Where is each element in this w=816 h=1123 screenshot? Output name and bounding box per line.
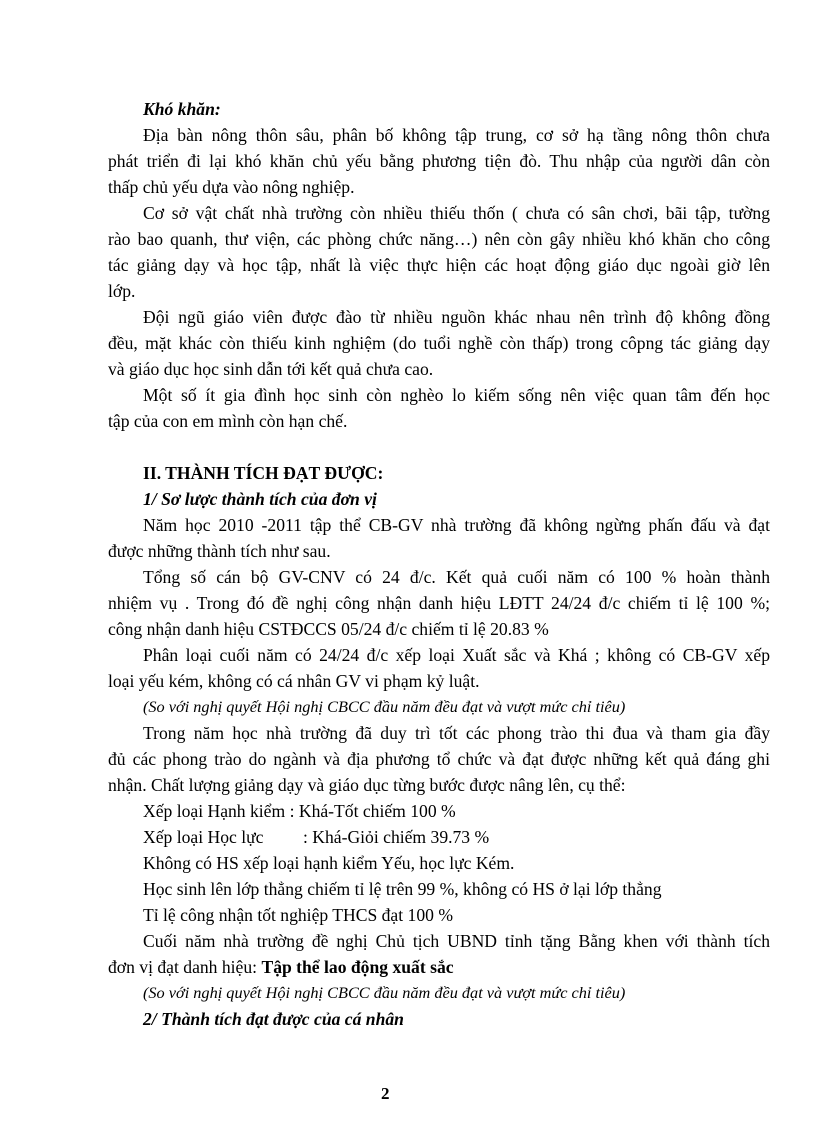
text-line: Xếp loại Học lực xyxy=(143,827,264,847)
award-title: Tập thể lao động xuất sắc xyxy=(261,957,454,977)
text-line: lớp. xyxy=(108,281,136,301)
subsection-title-2: 2/ Thành tích đạt được của cá nhân xyxy=(143,1009,404,1029)
text-line: đều, mặt khác còn thiếu kinh nghiệm (do tuổi nghề còn thấp) trong côpng tác giảng dạy xyxy=(108,333,770,353)
note-line: (So với nghị quyết Hội nghị CBCC đầu năm đều đạt và vượt mức chỉ tiêu) xyxy=(143,983,626,1002)
text-line: tập của con em mình còn hạn chế. xyxy=(108,411,348,431)
text-line: phát triển đi lại khó khăn chủ yếu bằng phương tiện đò. Thu nhập của người dân còn xyxy=(108,151,770,171)
text-line: Xếp loại Hạnh kiểm : Khá-Tốt chiếm 100 % xyxy=(143,801,456,821)
text-line: công nhận danh hiệu CSTĐCCS 05/24 đ/c chiếm tỉ lệ 20.83 % xyxy=(108,619,549,639)
text-line: rào bao quanh, thư viện, các phòng chức năng…) nên còn gây nhiều khó khăn cho công xyxy=(108,229,770,249)
text-line: tác giảng dạy và học tập, nhất là việc thực hiện các hoạt động giáo dục ngoài giờ lên xyxy=(108,255,770,275)
page-number: 2 xyxy=(381,1084,390,1103)
text-line: nhiệm vụ . Trong đó đề nghị công nhận danh hiệu LĐTT 24/24 đ/c chiếm tỉ lệ 100 %; xyxy=(108,593,770,613)
text-line: và giáo dục học sinh dẫn tới kết quả chưa cao. xyxy=(108,359,434,379)
heading-kho-khan: Khó khăn: xyxy=(143,99,221,119)
text-line: được những thành tích như sau. xyxy=(108,541,331,561)
text-line xyxy=(108,955,454,980)
text-line: : Khá-Giỏi chiếm 39.73 % xyxy=(303,827,490,847)
text-line: Một số ít gia đình học sinh còn nghèo lo kiếm sống nên việc quan tâm đến học xyxy=(143,385,770,405)
text-line: Phân loại cuối năm có 24/24 đ/c xếp loại Xuất sắc và Khá ; không có CB-GV xếp xyxy=(143,645,770,665)
text-line: Tỉ lệ công nhận tốt nghiệp THCS đạt 100 % xyxy=(143,905,453,925)
text-line: Không có HS xếp loại hạnh kiểm Yếu, học lực Kém. xyxy=(143,853,515,873)
section-title: II. THÀNH TÍCH ĐẠT ĐƯỢC: xyxy=(143,463,384,483)
text-line: nhận. Chất lượng giảng dạy và giáo dục từng bước được nâng lên, cụ thể: xyxy=(108,775,626,795)
text-line: Đội ngũ giáo viên được đào từ nhiều nguồn khác nhau nên trình độ không đồng xyxy=(143,307,770,327)
text-line: thấp chủ yếu dựa vào nông nghiệp. xyxy=(108,177,355,197)
text-line: loại yếu kém, không có cá nhân GV vi phạm kỷ luật. xyxy=(108,671,480,691)
text-line: Địa bàn nông thôn sâu, phân bố không tập trung, cơ sở hạ tầng nông thôn chưa xyxy=(143,125,770,145)
text-line: Tổng số cán bộ GV-CNV có 24 đ/c. Kết quả cuối năm có 100 % hoàn thành xyxy=(143,567,770,587)
subsection-title-1: 1/ Sơ lược thành tích của đơn vị xyxy=(143,489,377,509)
text-line: Cuối năm nhà trường đề nghị Chủ tịch UBND tỉnh tặng Bằng khen với thành tích xyxy=(143,931,770,951)
text-line: đủ các phong trào do ngành và địa phương tổ chức và đạt được những kết quả đáng ghi xyxy=(108,749,770,769)
text-span: đơn vị đạt danh hiệu: xyxy=(108,957,262,977)
text-line: Học sinh lên lớp thẳng chiếm tỉ lệ trên 99 %, không có HS ở lại lớp thẳng xyxy=(143,879,662,899)
text-line: Trong năm học nhà trường đã duy trì tốt các phong trào thi đua và tham gia đầy xyxy=(143,723,770,743)
note-line: (So với nghị quyết Hội nghị CBCC đầu năm đều đạt và vượt mức chỉ tiêu) xyxy=(143,697,626,716)
text-line: Năm học 2010 -2011 tập thể CB-GV nhà trường đã không ngừng phấn đấu và đạt xyxy=(143,515,770,535)
text-line: Cơ sở vật chất nhà trường còn nhiều thiếu thốn ( chưa có sân chơi, bãi tập, tường xyxy=(143,203,770,223)
